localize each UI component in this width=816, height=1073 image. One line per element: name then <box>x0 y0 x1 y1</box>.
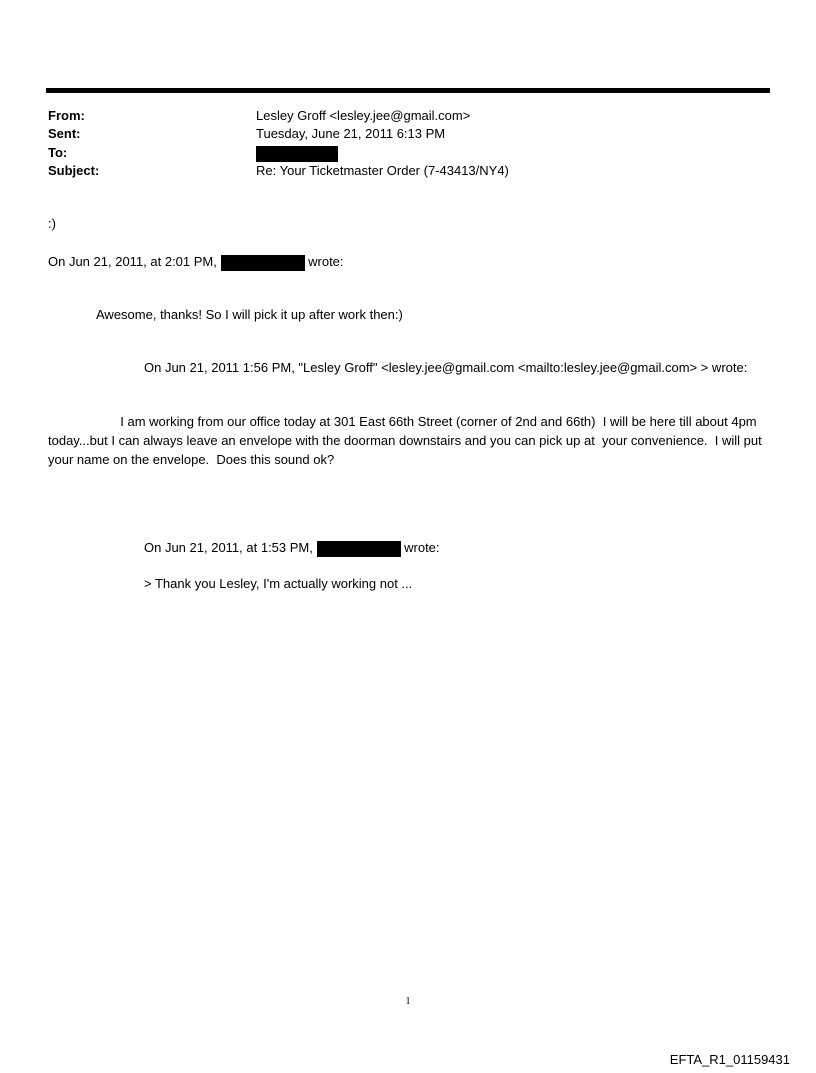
from-label: From: <box>48 108 85 123</box>
page-number: 1 <box>405 996 411 1007</box>
body-smiley: :) <box>48 216 56 231</box>
quote-header-1-suffix: wrote: <box>308 254 344 269</box>
quote-header-1 <box>48 252 344 271</box>
redaction-block <box>256 146 338 162</box>
reply-2: I am working from our office today at 301 East 66th Street (corner of 2nd and 66th) I will be here till about 4pm today...but I can always leave an envelope with the doorman downstairs and you can pick up at your convenience. I will put your name on the envelope. Does this sound ok? <box>48 414 766 467</box>
subject-label: Subject: <box>48 163 100 178</box>
redaction-block <box>317 541 401 557</box>
quote-header-3-suffix: wrote: <box>404 540 440 555</box>
document-id: EFTA_R1_01159431 <box>669 1052 790 1067</box>
header-divider <box>46 88 770 93</box>
quote-header-2: On Jun 21, 2011 1:56 PM, "Lesley Groff" <lesley.jee@gmail.com <mailto:lesley.jee@gmail.com> > wrote: <box>144 360 748 375</box>
quote-header-3 <box>144 538 440 557</box>
reply-1: Awesome, thanks! So I will pick it up after work then:) <box>96 307 403 322</box>
quote-header-3-prefix: On Jun 21, 2011, at 1:53 PM, <box>144 540 313 555</box>
to-value <box>256 144 338 162</box>
sent-label: Sent: <box>48 126 81 141</box>
redaction-block <box>221 255 305 271</box>
subject-value: Re: Your Ticketmaster Order (7-43413/NY4) <box>256 163 509 178</box>
quote-header-1-prefix: On Jun 21, 2011, at 2:01 PM, <box>48 254 217 269</box>
to-label: To: <box>48 145 68 160</box>
sent-value: Tuesday, June 21, 2011 6:13 PM <box>256 126 446 141</box>
from-value: Lesley Groff <lesley.jee@gmail.com> <box>256 108 471 123</box>
reply-3: > Thank you Lesley, I'm actually working not ... <box>144 576 413 591</box>
